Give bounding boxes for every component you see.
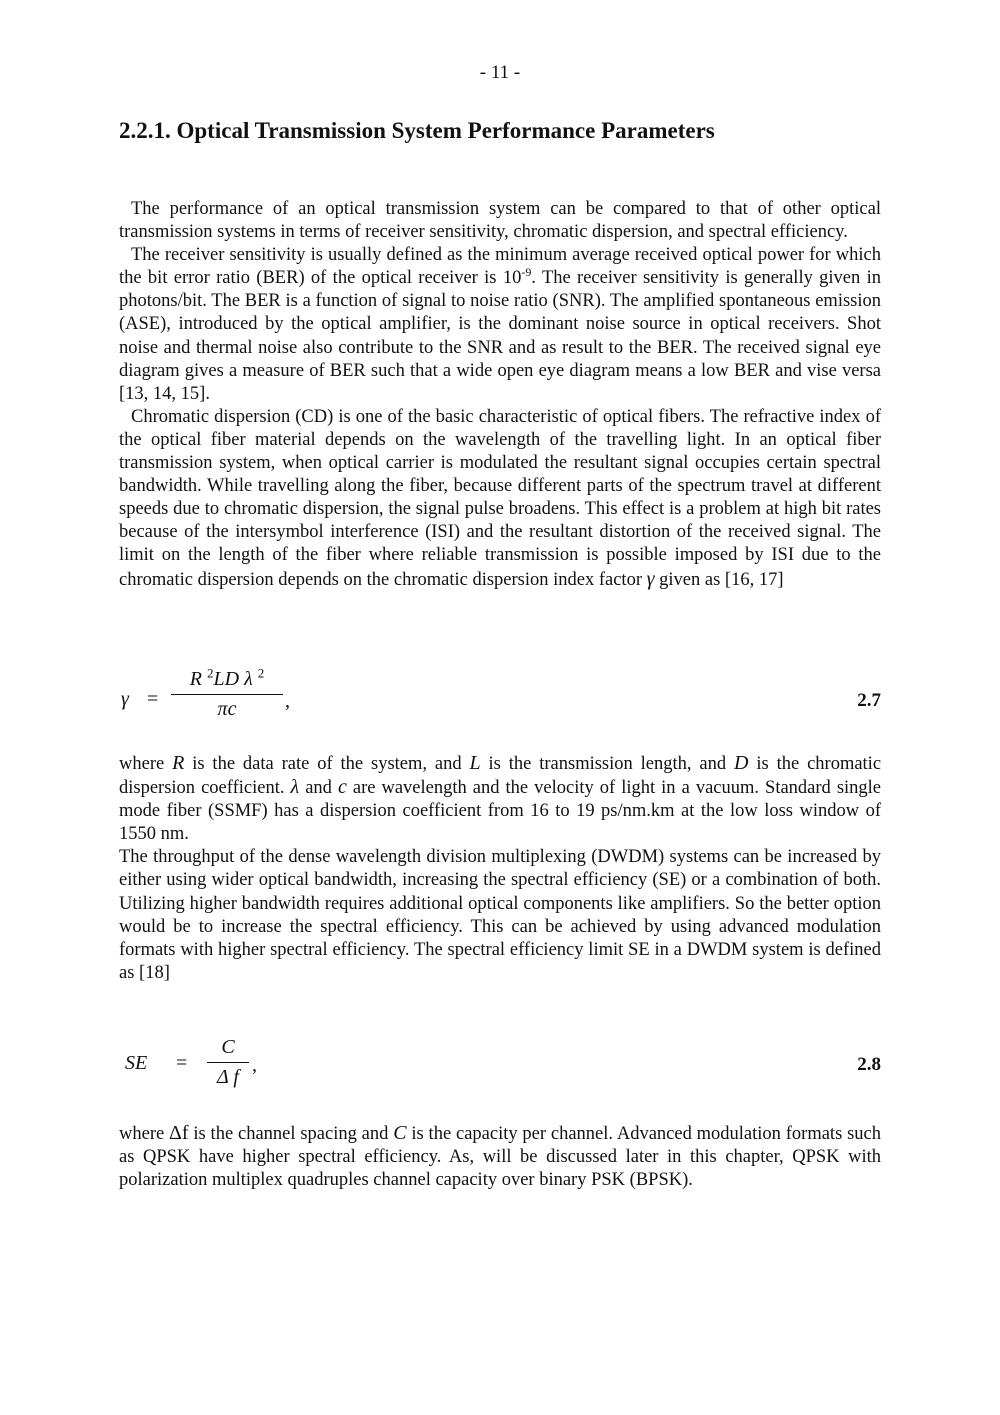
- equation-2-7: [119, 665, 881, 732]
- paragraph-chromatic-dispersion-part-a: Chromatic dispersion (CD) is one of the basic characteristic of optical fibers. The refractive index of the optical fiber material depends on the wavelength of the travelling light. In an optical fiber transmission system, when optical carrier is modulated the resultant signal occupies certain spectral bandwidth. While travelling along the fiber, because different parts of the spectrum travel at different speeds due to chromatic dispersion, the signal pulse broadens. This effect is a problem at high bit rates because of the intersymbol interference (ISI) and the resultant distortion of the received signal. The limit on the length of the fiber where reliable transmission is possible imposed by ISI due to the chromatic dispersion depends on the chromatic dispersion index factor: [119, 406, 881, 590]
- equation-2-7-lambda: λ: [244, 668, 253, 690]
- equation-2-8-comma: ,: [252, 1054, 257, 1076]
- paragraph-equation-2-7-explanation: [119, 752, 881, 846]
- text-channel-spacing: is the channel spacing and: [193, 1124, 389, 1144]
- equation-2-8-fraction-bar: [207, 1062, 249, 1063]
- paragraph-receiver-sensitivity: [119, 244, 881, 406]
- text-transmission-length: is the transmission length, and: [488, 754, 727, 774]
- equation-2-7-denominator: πc: [217, 698, 237, 720]
- paragraph-chromatic-dispersion-part-b: given as [16, 17]: [659, 569, 784, 590]
- paragraph-dwdm-throughput: The throughput of the dense wavelength division multiplexing (DWDM) systems can be increased by either using wider optical bandwidth, increasing the spectral efficiency (SE) or a combination of both. Utilizing higher bandwidth requires additional optical components like amplifiers. So the better option would be to increase the spectral efficiency. This can be achieved by using advanced modulation formats with higher spectral efficiency. The spectral efficiency limit SE in a DWDM system is defined as [18]: [119, 847, 881, 983]
- equation-2-8-numerator: C: [221, 1036, 235, 1058]
- text-dispersion-coefficient: is the chromatic dispersion coefficient.: [119, 754, 882, 799]
- equation-2-8-denominator: Δ f: [217, 1066, 239, 1088]
- symbol-C: C: [393, 1122, 407, 1144]
- symbol-delta-f: Δf: [169, 1122, 189, 1144]
- gamma-symbol: γ: [646, 567, 655, 590]
- equation-2-7-lhs: γ: [121, 688, 129, 710]
- section-heading: 2.2.1. Optical Transmission System Performance Parameters: [119, 118, 715, 143]
- equation-2-7-fraction: [171, 665, 283, 721]
- text-wavelength-velocity: are wavelength and the velocity of light in a vacuum. Standard single mode fiber (SSMF) has a dispersion coefficient from 16 to 19 ps/nm.km at the low loss window of 1550 nm.: [119, 778, 882, 845]
- equation-2-8-equals: =: [176, 1052, 188, 1074]
- page-number: - 11 -: [479, 62, 521, 83]
- text-block-3: [119, 1122, 881, 1192]
- paragraph-receiver-sensitivity-part-b: . The receiver sensitivity is generally given in photons/bit. The BER is a function of signal to noise ratio (SNR). The amplified spontaneous emission (ASE), introduced by the optical amplifier, is the dominant noise source in optical receivers. Shot noise and thermal noise also contribute to the SNR and as result to the BER. The received signal eye diagram gives a measure of BER such that a wide open eye diagram means a low BER and vise versa [13, 14, 15].: [119, 268, 881, 404]
- equation-2-7-equals: =: [147, 688, 159, 710]
- paragraph-chromatic-dispersion: [119, 406, 881, 592]
- paragraph-receiver-sensitivity-part-a: The receiver sensitivity is usually defined as the minimum average received optical power for which the bit error ratio (BER) of the optical receiver is 10: [119, 245, 881, 289]
- equation-2-7-numerator: [171, 665, 283, 691]
- equation-2-7-lambda-exponent: 2: [257, 665, 265, 681]
- equation-2-8-fraction: [207, 1036, 249, 1089]
- equation-2-7-LD: LD: [213, 668, 240, 690]
- text-data-rate: is the data rate of the system, and: [192, 754, 462, 774]
- symbol-lambda: λ: [290, 776, 300, 799]
- symbol-L: L: [469, 752, 481, 774]
- text-and: and: [305, 778, 332, 799]
- equation-2-7-comma: ,: [285, 690, 290, 712]
- text-where-2: where: [119, 1124, 165, 1144]
- paragraph-equation-2-8-explanation: [119, 1122, 881, 1192]
- equation-2-8: [119, 1036, 881, 1100]
- paragraph-intro: The performance of an optical transmission system can be compared to that of other optical transmission systems in terms of receiver sensitivity, chromatic dispersion, and spectral efficiency.: [119, 199, 881, 243]
- text-where: where: [119, 754, 165, 774]
- equation-2-7-R-exponent: 2: [206, 665, 214, 681]
- equation-2-8-lhs: SE: [125, 1052, 148, 1074]
- symbol-R: R: [172, 752, 185, 774]
- symbol-c: c: [337, 776, 347, 799]
- equation-2-8-number: 2.8: [857, 1054, 881, 1075]
- text-capacity-qpsk: is the capacity per channel. Advanced modulation formats such as QPSK have higher spectral efficiency. As, will be discussed later in this chapter, QPSK with polarization multiplex quadruples channel capacity over binary PSK (BPSK).: [119, 1124, 882, 1191]
- symbol-D: D: [734, 752, 749, 774]
- text-block-2: [119, 752, 881, 985]
- equation-2-7-number: 2.7: [857, 690, 881, 711]
- equation-2-7-fraction-bar: [171, 694, 283, 695]
- equation-2-7-R: R: [189, 668, 202, 690]
- text-block-1: [119, 198, 881, 592]
- ber-exponent: -9: [521, 265, 532, 280]
